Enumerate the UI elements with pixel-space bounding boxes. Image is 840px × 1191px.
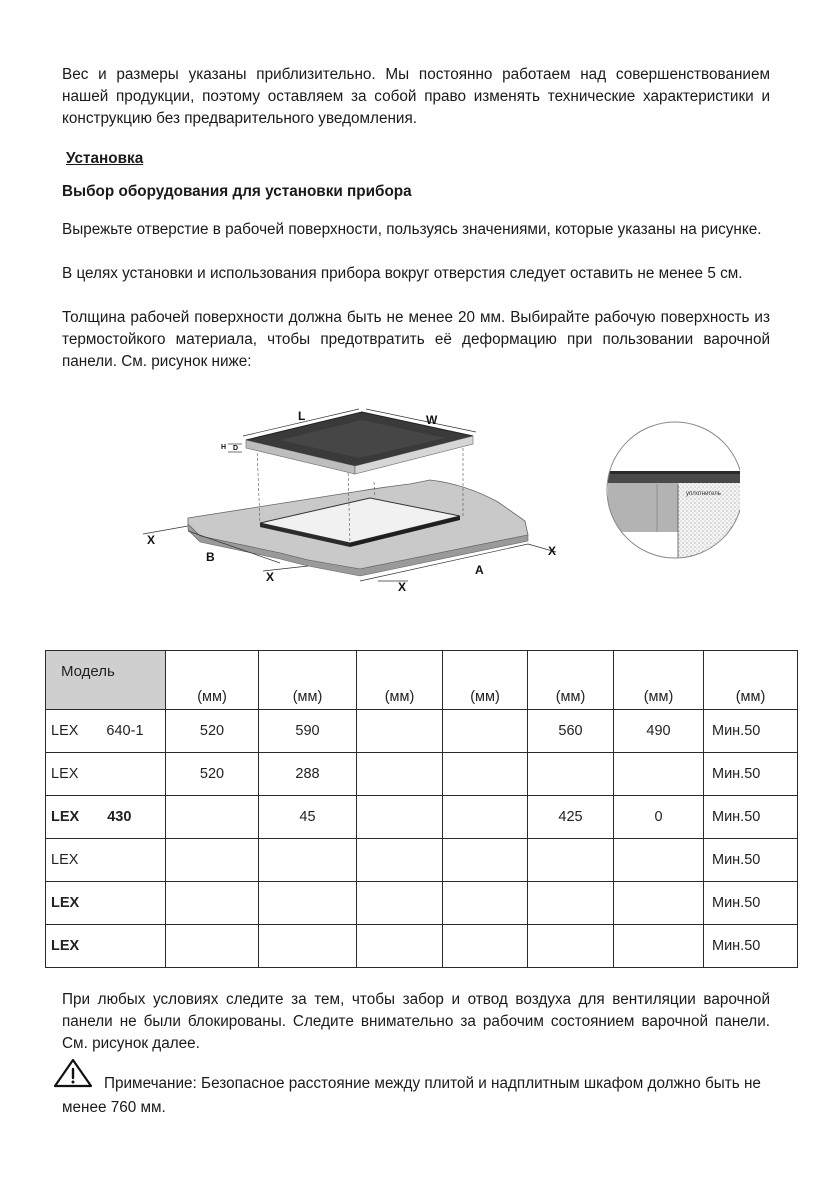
table-cell (614, 925, 704, 968)
paragraph-clearance: В целях установки и использования прибора вокруг отверстия следует оставить не менее 5 см. (62, 265, 743, 282)
table-cell: 0 (614, 796, 704, 839)
model-code: 640-1 (106, 723, 144, 739)
model-brand: LEX (51, 852, 79, 868)
model-cell (46, 925, 166, 968)
table-row (46, 753, 798, 796)
paragraph-ventilation: При любых условиях следите за тем, чтобы забор и отвод воздуха для вентиляции варочной панели не были блокированы. Следите внимательно за рабочим состоянием варочной панели. См. рисунок далее. (62, 991, 770, 1052)
header-unit: (мм) (259, 651, 357, 710)
table-cell: 490 (614, 710, 704, 753)
table-cell: 288 (259, 753, 357, 796)
model-cell (46, 796, 166, 839)
table-cell (357, 925, 443, 968)
paragraph-thickness: Толщина рабочей поверхности должна быть не менее 20 мм. Выбирайте рабочую поверхность из термостойкого материала, чтобы предотвратить её деформацию при пользовании варочной панели. См. рисунок ниже: (62, 309, 770, 370)
header-unit: (мм) (357, 651, 443, 710)
table-cell (357, 839, 443, 882)
table-cell-min: Мин.50 (704, 753, 798, 796)
table-cell (614, 753, 704, 796)
table-cell (443, 882, 528, 925)
table-cell: 560 (528, 710, 614, 753)
table-cell (357, 710, 443, 753)
header-unit: (мм) (443, 651, 528, 710)
table-cell (528, 882, 614, 925)
table-cell (166, 925, 259, 968)
model-cell (46, 753, 166, 796)
table-cell (614, 839, 704, 882)
table-row (46, 925, 798, 968)
installation-diagram-svg (130, 398, 740, 606)
edge-detail (600, 418, 740, 568)
table-cell-min: Мин.50 (704, 796, 798, 839)
table-cell (443, 839, 528, 882)
table-cell (443, 796, 528, 839)
model-brand: LEX (51, 895, 80, 911)
subsection-title: Выбор оборудования для установки прибора (62, 183, 412, 200)
table-row (46, 839, 798, 882)
table-cell (614, 882, 704, 925)
label-X-left: X (147, 533, 156, 547)
table-cell (259, 925, 357, 968)
installation-diagram (130, 398, 740, 606)
model-cell (46, 882, 166, 925)
safety-note (62, 1072, 770, 1120)
label-X-right: X (548, 544, 557, 558)
table-cell: 520 (166, 710, 259, 753)
model-brand: LEX (51, 809, 80, 825)
model-code: 430 (107, 809, 132, 825)
model-brand: LEX (51, 938, 80, 954)
table-cell (166, 882, 259, 925)
header-unit: (мм) (614, 651, 704, 710)
label-B: B (206, 550, 215, 564)
table-cell (259, 839, 357, 882)
header-unit: (мм) (166, 651, 259, 710)
table-cell (357, 796, 443, 839)
table-cell-min: Мин.50 (704, 925, 798, 968)
header-unit: (мм) (704, 651, 798, 710)
table-cell (528, 753, 614, 796)
table-cell (443, 753, 528, 796)
table-cell (166, 839, 259, 882)
header-unit: (мм) (528, 651, 614, 710)
header-model: Модель (46, 651, 166, 710)
model-cell (46, 710, 166, 753)
label-X-front: X (398, 580, 407, 594)
label-D: D (233, 445, 239, 452)
label-A: A (475, 563, 484, 577)
table-cell-min: Мин.50 (704, 839, 798, 882)
table-row (46, 710, 798, 753)
table-cell (443, 710, 528, 753)
countertop (188, 480, 528, 576)
table-cell: 45 (259, 796, 357, 839)
table-cell (259, 882, 357, 925)
hob-panel (246, 412, 473, 474)
label-X-front-left: X (266, 570, 275, 584)
table-cell (357, 882, 443, 925)
table-cell (443, 925, 528, 968)
detail-label: уплотнитель (686, 491, 721, 497)
model-cell (46, 839, 166, 882)
model-brand: LEX (51, 766, 79, 782)
table-row (46, 796, 798, 839)
table-cell-min: Мин.50 (704, 710, 798, 753)
intro-paragraph: Вес и размеры указаны приблизительно. Мы постоянно работаем над совершенствованием нашей продукции, поэтому оставляем за собой право изменять технические характеристики и конструкцию без предварительного уведомления. (62, 66, 770, 127)
table-cell: 590 (259, 710, 357, 753)
paragraph-cutout: Вырежьте отверстие в рабочей поверхности, пользуясь значениями, которые указаны на рисунке. (62, 221, 762, 238)
table-cell (528, 839, 614, 882)
table-header-row (46, 651, 798, 710)
table-cell (166, 796, 259, 839)
table-cell: 425 (528, 796, 614, 839)
model-brand: LEX (51, 723, 79, 739)
section-title: Установка (66, 150, 144, 167)
safety-note-text: Примечание: Безопасное расстояние между плитой и надплитным шкафом должно быть не менее 760 мм. (62, 1075, 761, 1116)
table-cell-min: Мин.50 (704, 882, 798, 925)
table-cell: 520 (166, 753, 259, 796)
table-row (46, 882, 798, 925)
table-cell (357, 753, 443, 796)
label-L: L (298, 409, 306, 423)
table-cell (528, 925, 614, 968)
label-W: W (426, 413, 438, 427)
dimensions-table (45, 650, 798, 968)
label-H: H (221, 444, 227, 451)
